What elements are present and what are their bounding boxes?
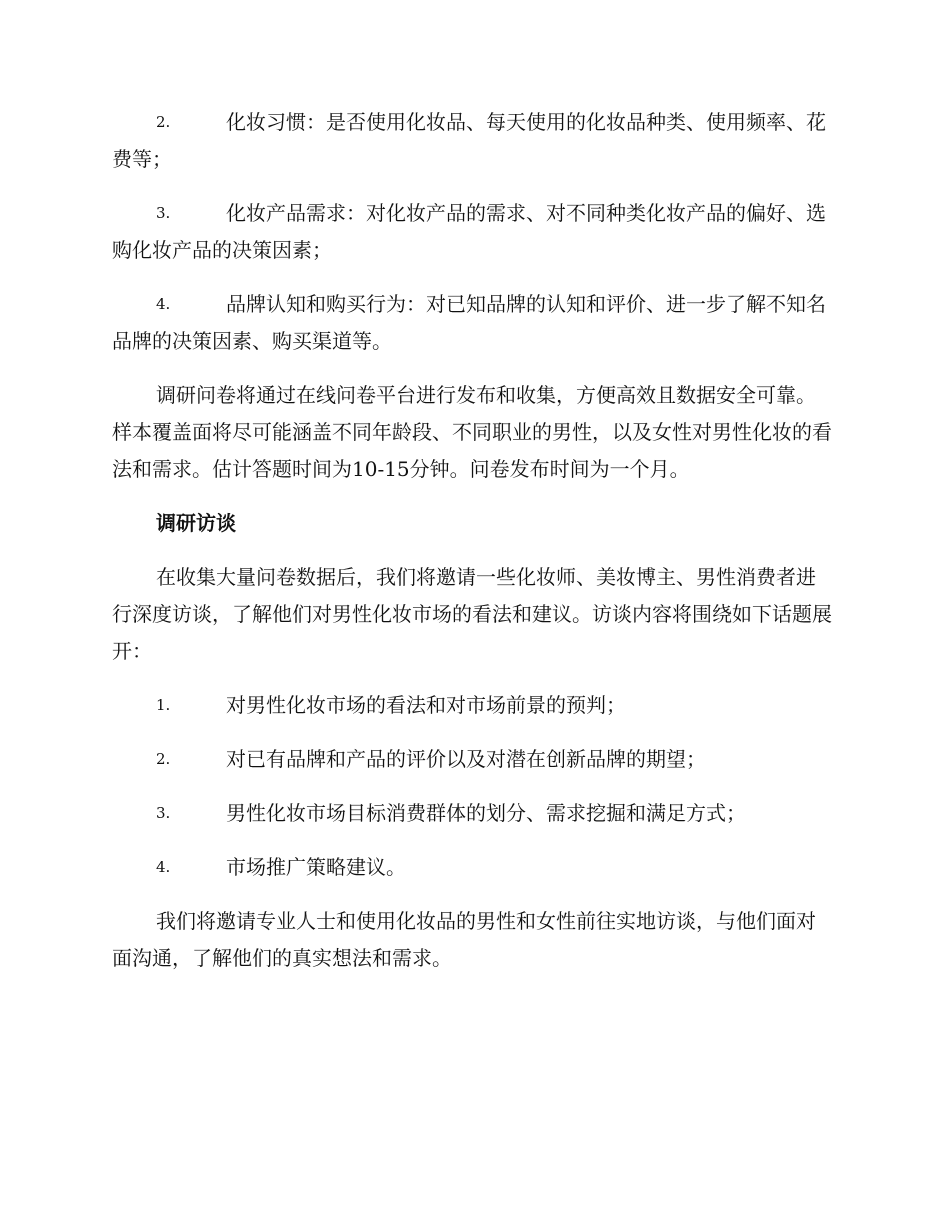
list-number: 3. xyxy=(156,204,171,222)
list-number: 3. xyxy=(156,804,171,822)
list-text: 对男性化妆市场的看法和对市场前景的预判； xyxy=(226,693,626,717)
list-text: 品牌认知和购买行为：对已知品牌的认知和评价、进一步了解不知名品牌的决策因素、购买渠道等。 xyxy=(112,292,826,353)
list-item xyxy=(112,741,834,778)
final-paragraph: 我们将邀请专业人士和使用化妆品的男性和女性前往实地访谈，与他们面对面沟通，了解他们的真实想法和需求。 xyxy=(112,909,816,970)
section-heading: 调研访谈 xyxy=(156,511,236,535)
survey-paragraph: 调研问卷将通过在线问卷平台进行发布和收集，方便高效且数据安全可靠。样本覆盖面将尽可能涵盖不同年龄段、不同职业的男性，以及女性对男性化妆的看法和需求。估计答题时间为10-15分钟。问卷发布时间为一个月。 xyxy=(112,383,832,481)
document-page xyxy=(112,104,834,994)
list-item xyxy=(112,795,834,832)
list-number: 4. xyxy=(156,295,171,313)
list-item xyxy=(112,195,834,269)
list-number: 4. xyxy=(156,858,171,876)
list-text: 男性化妆市场目标消费群体的划分、需求挖掘和满足方式； xyxy=(226,801,746,825)
list-item xyxy=(112,687,834,724)
list-item xyxy=(112,104,834,178)
list-number: 2. xyxy=(156,113,171,131)
list-text: 化妆产品需求：对化妆产品的需求、对不同种类化妆产品的偏好、选购化妆产品的决策因素； xyxy=(112,201,826,262)
list-text: 化妆习惯：是否使用化妆品、每天使用的化妆品种类、使用频率、花费等； xyxy=(112,110,826,171)
list-text: 对已有品牌和产品的评价以及对潜在创新品牌的期望； xyxy=(226,747,706,771)
list-number: 1. xyxy=(156,696,171,714)
interview-paragraph: 在收集大量问卷数据后，我们将邀请一些化妆师、美妆博主、男性消费者进行深度访谈，了解他们对男性化妆市场的看法和建议。访谈内容将围绕如下话题展开： xyxy=(112,565,832,663)
list-text: 市场推广策略建议。 xyxy=(226,855,406,879)
list-item xyxy=(112,849,834,886)
list-number: 2. xyxy=(156,750,171,768)
list-item xyxy=(112,286,834,360)
